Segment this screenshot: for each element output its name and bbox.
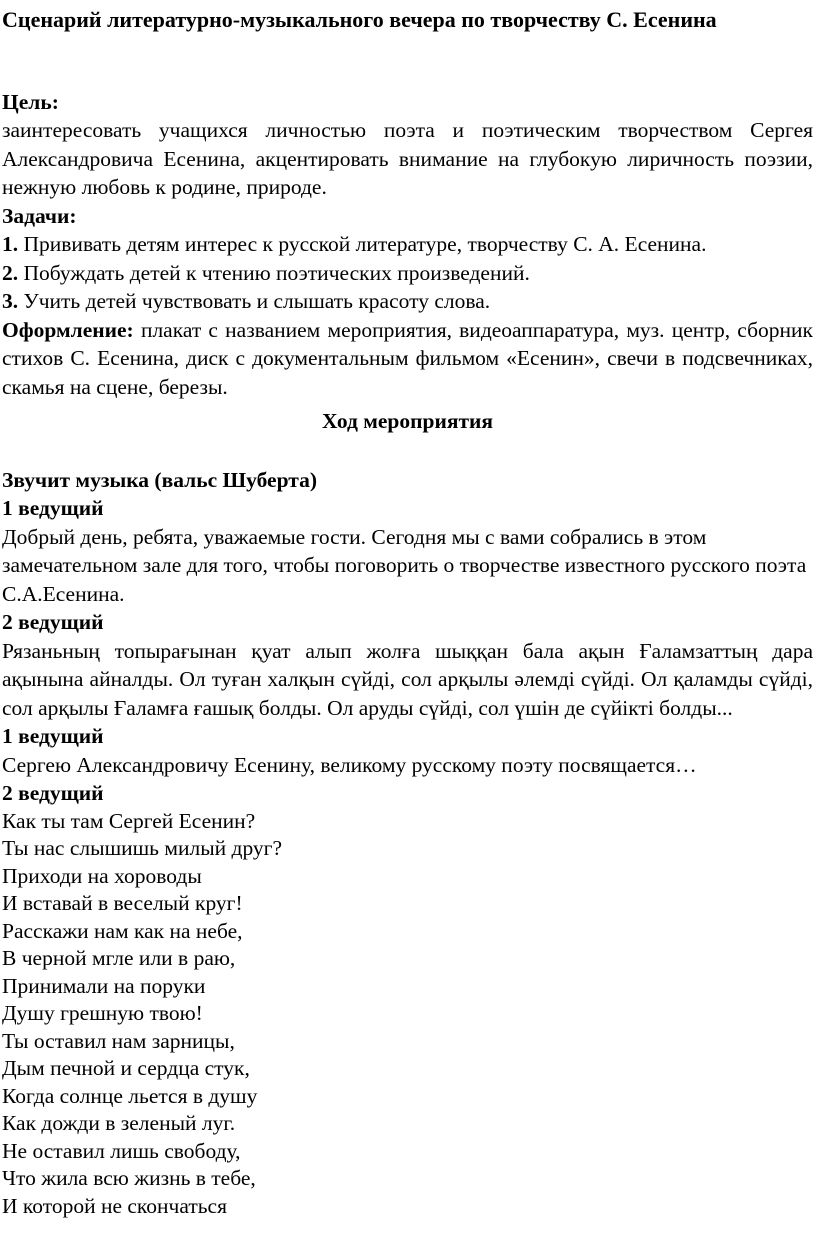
poem-line: Дым печной и сердца стук, <box>2 1056 250 1080</box>
task-item <box>2 287 813 316</box>
task-number: 1. <box>2 232 19 256</box>
music-cue: Звучит музыка (вальс Шуберта) <box>2 467 317 492</box>
task-text: Учить детей чувствовать и слышать красоту слова. <box>23 289 491 313</box>
page-title: Сценарий литературно-музыкального вечера по творчеству С. Есенина <box>2 7 717 32</box>
task-text: Прививать детям интерес к русской литературе, творчеству С. А. Есенина. <box>23 232 707 256</box>
poem-line: Как дожди в зеленый луг. <box>2 1111 236 1135</box>
speaker-label-1: 1 ведущий <box>2 496 104 520</box>
poem-line: Принимали на поруки <box>2 973 206 998</box>
course-heading: Ход мероприятия <box>321 409 494 433</box>
decor-paragraph <box>2 316 813 402</box>
task-item <box>2 259 813 288</box>
poem-line: Ты оставил нам зарницы, <box>2 1028 235 1053</box>
decor-text: плакат с названием мероприятия, видеоаппаратура, муз. центр, сборник стихов С. Есенина, диск с документальным фильмом «Есенин», свечи в подсвечниках, скамья на сцене, березы. <box>2 317 814 399</box>
speaker-label-3: 1 ведущий <box>2 724 104 748</box>
goal-text: заинтересовать учащихся личностью поэта и поэтическим творчеством Сергея Александровича Есенина, акцентировать внимание на глубокую лиричность поэзии, нежную любовь к родине, природе. <box>2 118 813 199</box>
poem-line: Как ты там Сергей Есенин? <box>2 808 256 833</box>
poem-line: Когда солнце льется в душу <box>2 1083 258 1108</box>
poem-line: Расскажи нам как на небе, <box>2 918 243 943</box>
task-item <box>2 230 813 259</box>
task-number: 2. <box>2 260 19 285</box>
poem-line: Душу грешную твою! <box>2 1001 203 1025</box>
task-number: 3. <box>2 289 19 313</box>
speaker-label-4: 2 ведущий <box>2 781 104 805</box>
speaker-text-1: Добрый день, ребята, уважаемые гости. Сегодня мы с вами собрались в этом замечательном зале для того, чтобы поговорить о творчестве известного русского поэта С.А.Есенина. <box>2 524 807 606</box>
goal-label: Цель: <box>2 89 59 114</box>
poem-line: Приходи на хороводы <box>2 863 202 888</box>
poem-line: И вставай в веселый круг! <box>2 891 243 915</box>
tasks-label: Задачи: <box>2 203 77 228</box>
tasks-list <box>2 230 813 316</box>
speaker-label-2: 2 ведущий <box>2 610 104 634</box>
speaker-text-3: Сергею Александровичу Есенину, великому русскому поэту посвящается… <box>2 752 697 777</box>
speaker-text-2: Рязаньның топырағынан қуат алып жолға шыққан бала ақын Ғаламзаттың дара ақынына айналды. Ол туған халқын сүйді, сол арқылы әлемді сүйді. Ол қаламды сүйді, сол арқылы Ғаламға ғашық болды. Ол аруды сүйді, сол үшін де сүйікті болды... <box>2 638 813 720</box>
poem-line: Ты нас слышишь милый друг? <box>2 836 283 860</box>
poem <box>2 808 813 1221</box>
poem-line: Не оставил лишь свободу, <box>2 1138 241 1163</box>
poem-line: В черной мгле или в раю, <box>2 946 236 970</box>
poem-line: Что жила всю жизнь в тебе, <box>2 1166 256 1190</box>
task-text: Побуждать детей к чтению поэтических произведений. <box>23 260 530 285</box>
poem-line: И которой не скончаться <box>2 1193 227 1218</box>
decor-label: Оформление: <box>2 317 134 342</box>
